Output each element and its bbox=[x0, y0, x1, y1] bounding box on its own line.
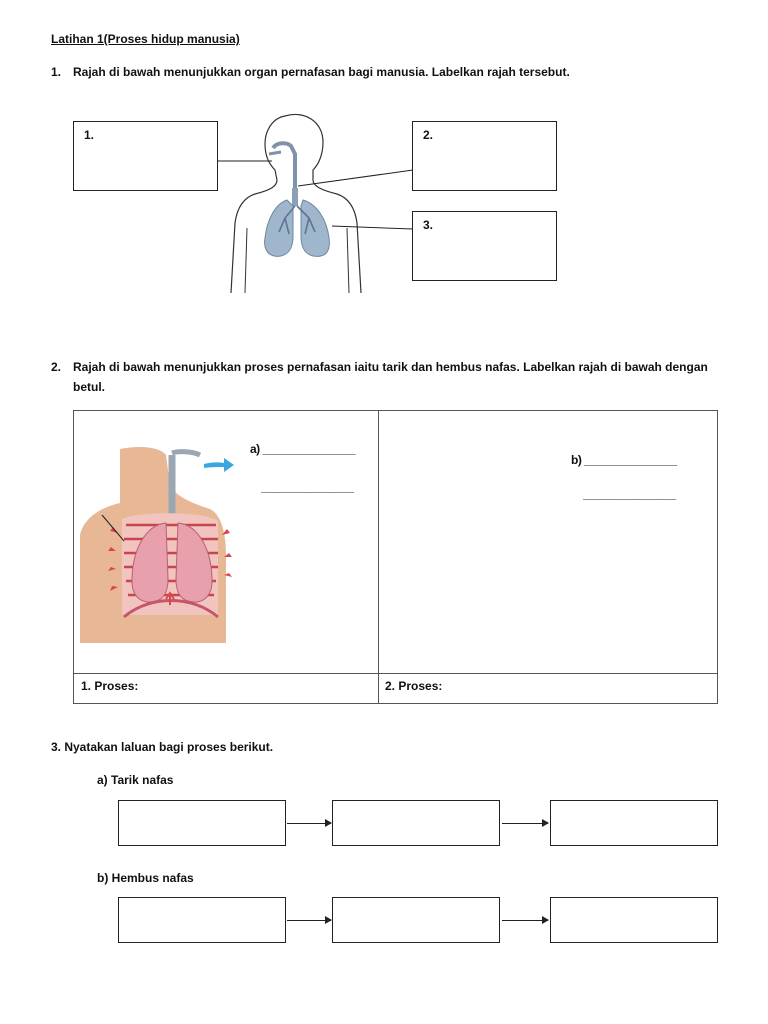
label-box-2-number: 2. bbox=[423, 128, 434, 142]
blank-a-line1[interactable]: a) _______________ bbox=[250, 442, 356, 456]
inhale-step-1-box[interactable] bbox=[118, 800, 286, 846]
exhale-step-3-box[interactable] bbox=[550, 897, 718, 943]
blank-b-line2[interactable]: _______________ bbox=[583, 487, 676, 501]
label-box-2[interactable] bbox=[412, 121, 557, 191]
arrow-right-icon bbox=[502, 823, 548, 824]
inhale-step-2-box[interactable] bbox=[332, 800, 500, 846]
arrow-right-icon bbox=[502, 920, 548, 921]
label-box-1-number: 1. bbox=[84, 128, 95, 142]
process-1-label: 1. Proses: bbox=[81, 679, 139, 693]
q3-b-label: b) Hembus nafas bbox=[97, 871, 194, 885]
exhale-step-2-box[interactable] bbox=[332, 897, 500, 943]
q2-text-line2: betul. bbox=[73, 380, 105, 394]
table-divider-vertical bbox=[378, 411, 379, 703]
worksheet-title: Latihan 1(Proses hidup manusia) bbox=[51, 32, 240, 46]
label-box-1[interactable] bbox=[73, 121, 218, 191]
label-box-3[interactable] bbox=[412, 211, 557, 281]
exhale-step-1-box[interactable] bbox=[118, 897, 286, 943]
q2-number: 2. bbox=[51, 360, 62, 374]
q3-a-label: a) Tarik nafas bbox=[97, 773, 174, 787]
q1-text: Rajah di bawah menunjukkan organ pernafasan bagi manusia. Labelkan rajah tersebut. bbox=[73, 65, 570, 79]
q1-number: 1. bbox=[51, 65, 62, 79]
blank-a-line2[interactable]: _______________ bbox=[261, 480, 354, 494]
arrow-right-icon bbox=[287, 823, 331, 824]
process-2-label: 2. Proses: bbox=[385, 679, 443, 693]
blank-b-line1[interactable]: b) _______________ bbox=[571, 453, 677, 467]
breathing-chest-diagram bbox=[80, 445, 230, 645]
blue-arrow-icon bbox=[202, 456, 236, 474]
label-box-3-number: 3. bbox=[423, 218, 434, 232]
arrow-right-icon bbox=[287, 920, 331, 921]
table-divider-horizontal bbox=[74, 673, 717, 674]
q2-text-line1: Rajah di bawah menunjukkan proses pernafasan iaitu tarik dan hembus nafas. Labelkan rajah di bawah dengan bbox=[73, 360, 708, 374]
q3-text: 3. Nyatakan laluan bagi proses berikut. bbox=[51, 740, 274, 754]
inhale-step-3-box[interactable] bbox=[550, 800, 718, 846]
